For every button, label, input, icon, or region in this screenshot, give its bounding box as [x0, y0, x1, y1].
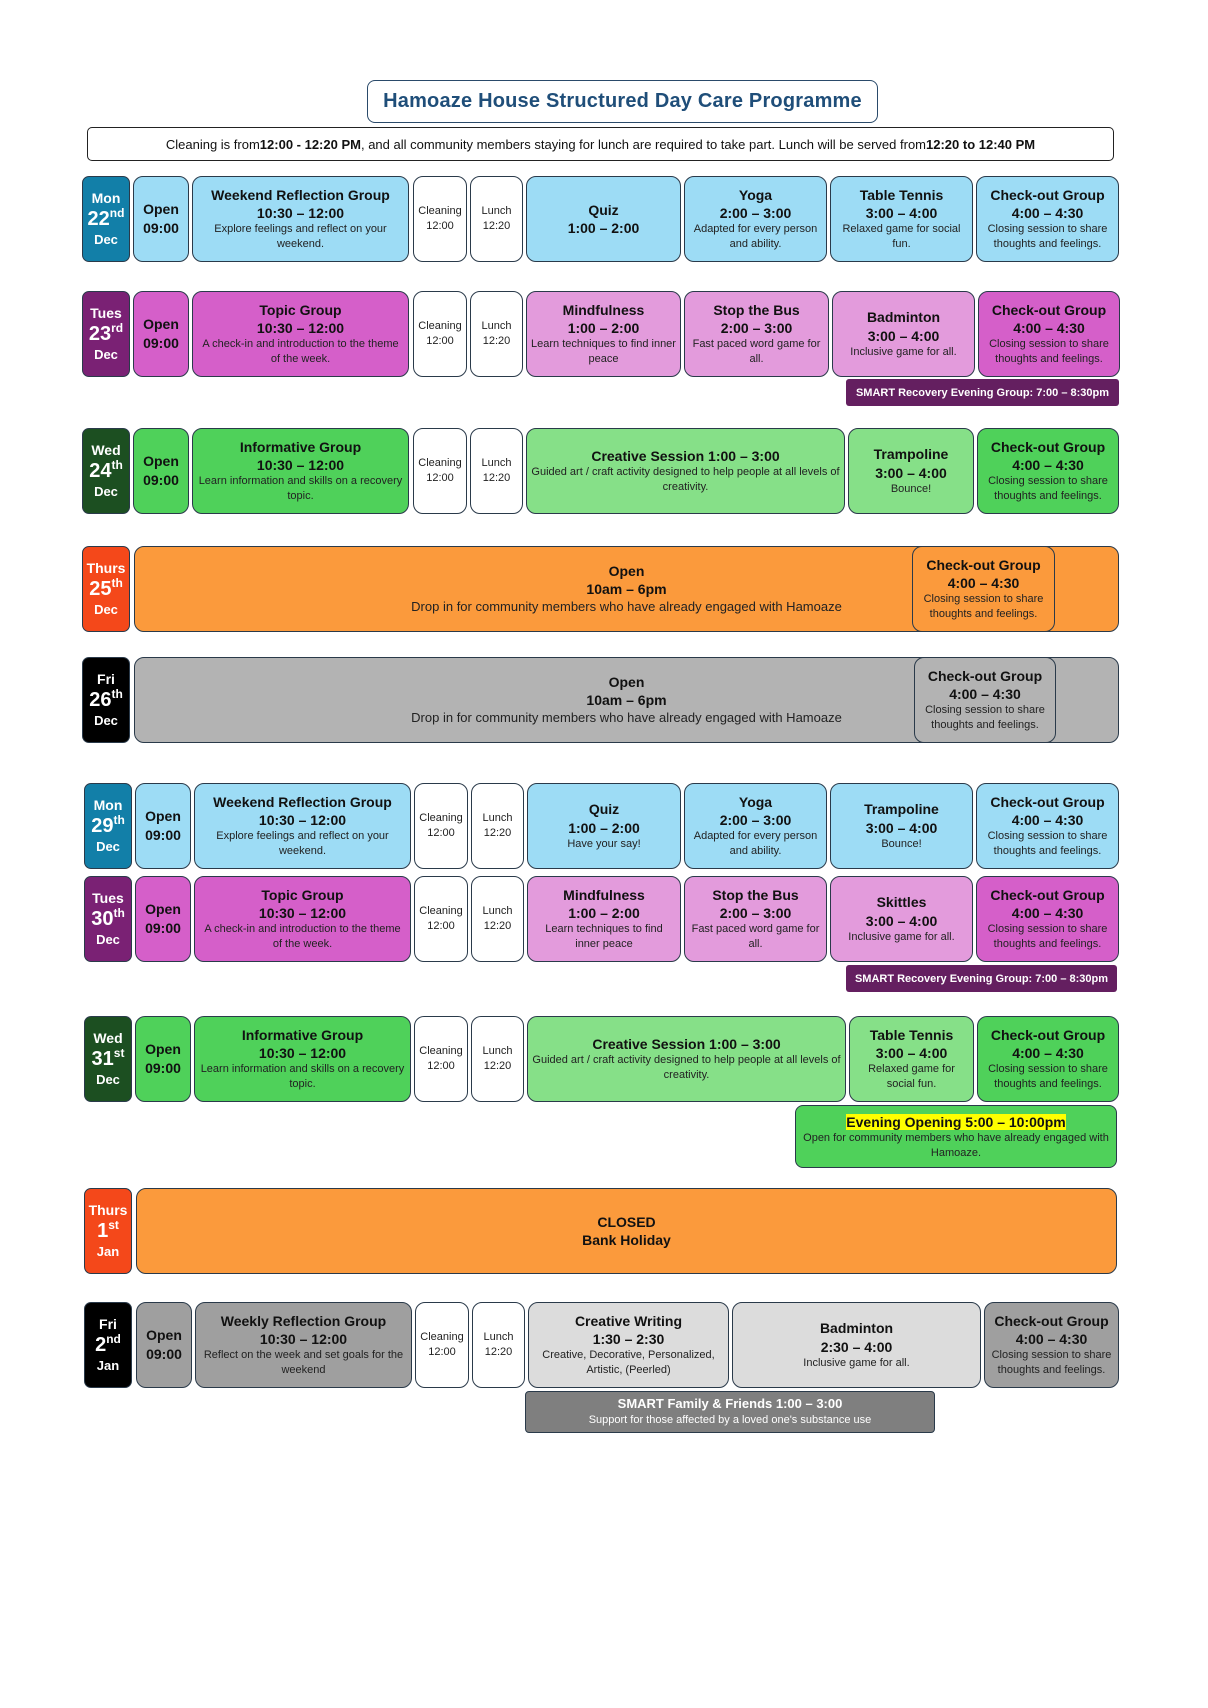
day-num: 1	[97, 1220, 109, 1243]
day-name: Tues	[92, 889, 124, 906]
session-title: Trampoline	[864, 801, 939, 818]
session-title: Weekend Reflection Group	[213, 793, 392, 810]
session-desc: Guided art / craft activity designed to help people at all levels of creativity.	[532, 1054, 841, 1082]
session-time: 3:00 – 4:00	[865, 205, 938, 222]
session-desc: Guided art / craft activity designed to help people at all levels of creativity.	[531, 466, 840, 494]
cleaning-time: 12:00	[427, 920, 455, 932]
open-cell	[135, 1016, 191, 1102]
lunch-cell	[470, 176, 523, 262]
session-quiz	[526, 176, 681, 262]
session-title: Stop the Bus	[712, 886, 799, 903]
notice-cleaning-time: 12:00 - 12:20 PM	[259, 136, 361, 152]
session-time: 10am – 6pm	[586, 692, 667, 709]
lunch-label: Lunch	[481, 457, 512, 470]
open-cell	[133, 291, 189, 377]
session-topic-group	[192, 291, 409, 377]
session-badminton	[732, 1302, 981, 1388]
day-num: 26	[89, 689, 112, 712]
day-month: Dec	[94, 713, 118, 729]
lunch-label: Lunch	[481, 205, 512, 218]
lunch-time: 12:20	[483, 1060, 512, 1072]
day-suffix: th	[111, 687, 123, 702]
day-month: Dec	[96, 1072, 120, 1088]
day-suffix: nd	[106, 1332, 121, 1347]
day-number	[89, 322, 123, 347]
session-title: Check-out Group	[926, 556, 1041, 573]
cleaning-time: 12:00	[426, 220, 454, 232]
day-suffix: th	[113, 906, 125, 921]
cleaning-cell	[415, 1302, 469, 1388]
day-badge-wed-31	[84, 1016, 132, 1102]
cleaning-time: 12:00	[427, 1060, 455, 1072]
session-time: 10:30 – 12:00	[258, 812, 347, 829]
session-time: 10:30 – 12:00	[256, 320, 345, 337]
cleaning-cell	[413, 291, 467, 377]
day-num: 31	[91, 1048, 114, 1071]
session-yoga	[684, 176, 827, 262]
day-number	[89, 688, 123, 713]
session-time: 10:30 – 12:00	[258, 1045, 347, 1062]
session-time: 3:00 – 4:00	[875, 464, 947, 481]
session-title: Table Tennis	[869, 1026, 954, 1043]
session-mindfulness	[526, 291, 681, 377]
session-title: Topic Group	[259, 301, 342, 318]
session-title: Creative Writing	[574, 1312, 683, 1329]
session-time: 1:00 – 2:00	[568, 819, 640, 836]
session-badminton	[832, 291, 975, 377]
open-cell	[133, 176, 189, 262]
open-label: Open	[143, 453, 179, 470]
open-label: Open	[145, 1041, 181, 1058]
day-name: Mon	[91, 189, 121, 206]
day-suffix: st	[113, 1046, 125, 1061]
session-title: Topic Group	[261, 886, 344, 903]
lunch-cell	[471, 876, 524, 962]
session-trampoline	[848, 428, 974, 514]
day-month: Dec	[94, 232, 118, 248]
day-num: 2	[95, 1334, 107, 1357]
day-suffix: rd	[111, 321, 124, 336]
open-time: 09:00	[143, 472, 179, 488]
session-title: Creative Session 1:00 – 3:00	[592, 1036, 781, 1053]
session-checkout	[977, 1016, 1119, 1102]
session-title: Check-out Group	[994, 1312, 1109, 1329]
session-time: 1:00 – 2:00	[567, 220, 640, 236]
day-badge-fri-2	[84, 1302, 132, 1388]
open-label: Open	[143, 316, 179, 333]
open-time: 09:00	[145, 920, 181, 936]
session-informative-group	[192, 428, 409, 514]
day-num: 25	[89, 578, 112, 601]
session-desc: Support for those affected by a loved one's substance use	[588, 1414, 872, 1427]
session-desc: Bounce!	[881, 837, 922, 850]
day-number	[89, 459, 123, 484]
session-time: 2:00 – 3:00	[720, 320, 793, 337]
cleaning-label: Cleaning	[420, 1331, 464, 1344]
session-desc: Fast paced word game for all.	[691, 923, 820, 951]
day-name: Mon	[93, 796, 123, 813]
session-table-tennis	[849, 1016, 974, 1102]
open-time: 09:00	[146, 1346, 182, 1362]
lunch-label: Lunch	[482, 905, 513, 918]
lunch-label: Lunch	[483, 1331, 514, 1344]
day-badge-tue-23	[82, 291, 130, 377]
session-desc: Closing session to share thoughts and feelings.	[988, 1063, 1108, 1091]
session-desc: Closing session to share thoughts and feelings.	[987, 923, 1108, 951]
day-badge-tue-30	[84, 876, 132, 962]
session-title: Weekend Reflection Group	[211, 186, 390, 203]
day-suffix: th	[111, 458, 123, 473]
session-title: Check-out Group	[991, 301, 1107, 318]
session-time: 10am – 6pm	[586, 581, 667, 598]
open-time: 09:00	[143, 220, 179, 236]
session-skittles	[830, 876, 973, 962]
session-time: 3:00 – 4:00	[867, 327, 940, 344]
session-informative-group	[194, 1016, 411, 1102]
session-desc: A check-in and introduction to the theme of the week.	[204, 923, 401, 951]
lunch-time: 12:20	[483, 920, 512, 932]
session-desc: Fast paced word game for all.	[692, 338, 821, 366]
lunch-time: 12:20	[482, 472, 511, 484]
cleaning-time: 12:00	[427, 827, 455, 839]
session-title: Stop the Bus	[713, 301, 800, 318]
cleaning-label: Cleaning	[418, 205, 462, 218]
session-creative-writing	[528, 1302, 729, 1388]
open-time: 09:00	[145, 827, 181, 843]
day-suffix: th	[113, 813, 125, 828]
session-title: Mindfulness	[562, 301, 645, 318]
day-name: Tues	[90, 304, 122, 321]
lunch-label: Lunch	[482, 1045, 513, 1058]
session-weekend-reflection	[192, 176, 409, 262]
session-time: 2:30 – 4:00	[820, 1338, 893, 1355]
session-creative	[526, 428, 845, 514]
smart-recovery-band: SMART Recovery Evening Group: 7:00 – 8:30pm	[846, 379, 1119, 406]
day-num: 23	[88, 323, 112, 346]
session-desc: Reflect on the week and set goals for the weekend	[203, 1349, 404, 1377]
notice-text-1: Cleaning is from	[165, 136, 260, 152]
lunch-label: Lunch	[481, 320, 512, 333]
session-time: 4:00 – 4:30	[1015, 1331, 1088, 1348]
day-badge-mon-29	[84, 783, 132, 869]
day-num: 24	[89, 460, 112, 483]
day-number	[91, 814, 125, 839]
session-desc: Inclusive game for all.	[850, 345, 957, 358]
day-name: Wed	[91, 441, 121, 458]
day-badge-fri-26	[82, 657, 130, 743]
session-checkout	[977, 428, 1119, 514]
session-title: Informative Group	[241, 1026, 364, 1043]
session-time: 3:00 – 4:00	[865, 912, 938, 929]
lunch-label: Lunch	[482, 812, 513, 825]
session-time: 3:00 – 4:00	[865, 819, 938, 836]
session-table-tennis	[830, 176, 973, 262]
session-desc: Creative, Decorative, Personalized, Artistic, (Peerled)	[542, 1349, 715, 1377]
session-time: 4:00 – 4:30	[1011, 205, 1084, 222]
lunch-cell	[472, 1302, 525, 1388]
cleaning-lunch-notice	[87, 127, 1114, 161]
smart-family-band	[525, 1391, 935, 1433]
session-quiz	[527, 783, 681, 869]
session-checkout	[976, 176, 1119, 262]
session-time: 4:00 – 4:30	[1012, 1045, 1084, 1062]
session-title: Badminton	[819, 1320, 894, 1337]
session-title: Quiz	[588, 801, 620, 818]
day-number	[92, 1047, 125, 1072]
session-yoga	[684, 783, 827, 869]
session-time: 4:00 – 4:30	[1013, 320, 1085, 337]
open-label: Open	[143, 201, 179, 218]
day-number	[95, 1333, 121, 1358]
session-mindfulness	[527, 876, 681, 962]
session-desc: Have your say!	[567, 837, 641, 850]
lunch-time: 12:20	[484, 1346, 513, 1358]
session-title	[846, 1113, 1065, 1131]
session-title: Check-out Group	[927, 667, 1043, 684]
day-name: Fri	[99, 1315, 117, 1332]
session-checkout	[976, 783, 1119, 869]
session-desc: Explore feelings and reflect on your weekend.	[216, 830, 389, 858]
day-month: Dec	[94, 484, 118, 500]
cleaning-cell	[414, 876, 468, 962]
session-desc: Closing session to share thoughts and feelings.	[923, 593, 1044, 621]
lunch-time: 12:20	[483, 827, 512, 839]
day-month: Jan	[96, 1358, 120, 1374]
session-trampoline	[830, 783, 973, 869]
evening-opening-band	[795, 1105, 1117, 1168]
session-time: 1:00 – 2:00	[568, 905, 640, 922]
session-time: 2:00 – 3:00	[719, 905, 792, 922]
session-checkout	[914, 657, 1056, 743]
session-title: Check-out Group	[990, 1026, 1106, 1043]
lunch-cell	[470, 428, 523, 514]
session-desc: Bank Holiday	[582, 1232, 671, 1248]
day-number	[91, 907, 125, 932]
session-weekly-reflection	[195, 1302, 412, 1388]
day-suffix: st	[108, 1218, 119, 1233]
session-checkout	[978, 291, 1120, 377]
cleaning-cell	[414, 783, 468, 869]
open-label: Open	[146, 1327, 182, 1344]
session-title: Weekly Reflection Group	[220, 1312, 387, 1329]
session-title: Open	[608, 674, 645, 691]
session-title: Trampoline	[873, 446, 949, 463]
cleaning-time: 12:00	[428, 1346, 456, 1358]
day-number	[88, 207, 125, 232]
session-stop-the-bus	[684, 876, 827, 962]
session-desc: Explore feelings and reflect on your weekend.	[214, 223, 387, 251]
day-name: Wed	[93, 1029, 123, 1046]
notice-lunch-time: 12:20 to 12:40 PM	[926, 136, 1036, 152]
session-desc: Closing session to share thoughts and feelings.	[991, 1349, 1112, 1377]
cleaning-time: 12:00	[426, 335, 454, 347]
day-badge-mon-22	[82, 176, 130, 262]
open-cell	[133, 428, 189, 514]
session-title: Check-out Group	[990, 793, 1105, 810]
lunch-cell	[471, 783, 524, 869]
session-time: 10:30 – 12:00	[256, 457, 345, 474]
session-desc: Inclusive game for all.	[803, 1356, 910, 1369]
day-suffix: nd	[109, 206, 125, 221]
session-desc: Closing session to share thoughts and feelings.	[987, 223, 1108, 251]
session-desc: Learn information and skills on a recovery topic.	[198, 475, 403, 503]
cleaning-cell	[413, 176, 467, 262]
session-time: 4:00 – 4:30	[1011, 905, 1084, 922]
cleaning-label: Cleaning	[419, 1045, 463, 1058]
session-time: 10:30 – 12:00	[259, 1331, 348, 1348]
open-time: 09:00	[143, 335, 179, 351]
session-title: Open	[608, 563, 645, 580]
day-num: 29	[91, 815, 114, 838]
session-title: CLOSED	[597, 1213, 656, 1230]
open-cell	[136, 1302, 192, 1388]
session-title: Mindfulness	[563, 886, 645, 903]
day-month: Jan	[96, 1244, 120, 1260]
day-num: 30	[91, 908, 114, 931]
session-title: Yoga	[738, 186, 773, 203]
session-desc: Relaxed game for social fun.	[868, 1063, 955, 1091]
lunch-cell	[470, 291, 523, 377]
session-creative	[527, 1016, 846, 1102]
session-desc: Closing session to share thoughts and feelings.	[987, 830, 1108, 858]
session-time: 4:00 – 4:30	[1012, 457, 1084, 474]
session-time: 1:30 – 2:30	[592, 1331, 665, 1348]
session-desc: Adapted for every person and ability.	[693, 223, 818, 251]
day-number	[97, 1219, 119, 1244]
lunch-cell	[471, 1016, 524, 1102]
cleaning-time: 12:00	[426, 472, 454, 484]
session-title: Informative Group	[239, 438, 362, 455]
session-time: 10:30 – 12:00	[258, 905, 347, 922]
day-num: 22	[87, 208, 110, 231]
open-cell	[135, 783, 191, 869]
session-desc: Inclusive game for all.	[848, 930, 955, 943]
session-title: Creative Session 1:00 – 3:00	[591, 448, 780, 465]
session-weekend-reflection	[194, 783, 411, 869]
session-time: 1:00 – 2:00	[567, 320, 640, 337]
session-time: 4:00 – 4:30	[947, 575, 1020, 592]
cleaning-label: Cleaning	[418, 457, 462, 470]
session-time: 10:30 – 12:00	[256, 205, 345, 222]
session-desc: Relaxed game for social fun.	[842, 223, 961, 251]
day-suffix: th	[111, 576, 123, 591]
session-desc: Closing session to share thoughts and feelings.	[989, 338, 1109, 366]
session-desc: Open for community members who have already engaged with Hamoaze.	[803, 1131, 1109, 1159]
session-desc: Closing session to share thoughts and feelings.	[925, 704, 1045, 732]
day-badge-thu-25	[82, 546, 130, 632]
open-label: Open	[145, 901, 181, 918]
session-title: Quiz	[588, 201, 619, 218]
day-badge-thu-1	[84, 1188, 132, 1274]
evening-opening-title: Evening Opening 5:00 – 10:00pm	[846, 1113, 1066, 1130]
open-label: Open	[145, 808, 181, 825]
day-name: Thurs	[86, 559, 126, 576]
session-stop-the-bus	[684, 291, 829, 377]
lunch-time: 12:20	[482, 335, 511, 347]
cleaning-cell	[413, 428, 467, 514]
session-desc: Drop in for community members who have already engaged with Hamoaze	[411, 599, 842, 615]
session-title: Skittles	[876, 894, 927, 911]
session-title: Yoga	[738, 793, 773, 810]
session-desc: Learn information and skills on a recovery topic.	[200, 1063, 405, 1091]
session-title: Badminton	[866, 309, 941, 326]
session-title: Check-out Group	[990, 886, 1105, 903]
session-desc: Learn techniques to find inner peace	[545, 923, 663, 951]
day-number	[89, 577, 123, 602]
day-name: Thurs	[88, 1201, 128, 1218]
smart-recovery-band: SMART Recovery Evening Group: 7:00 – 8:30pm	[846, 965, 1117, 992]
notice-text-2: , and all community members staying for lunch are required to take part. Lunch will be served from	[360, 136, 927, 152]
session-checkout	[984, 1302, 1119, 1388]
cleaning-label: Cleaning	[419, 905, 463, 918]
open-cell	[135, 876, 191, 962]
cleaning-label: Cleaning	[419, 812, 463, 825]
day-month: Dec	[96, 932, 120, 948]
day-month: Dec	[94, 602, 118, 618]
page-title: Hamoaze House Structured Day Care Programme	[367, 80, 878, 123]
session-time: 3:00 – 4:00	[875, 1045, 948, 1062]
session-title: SMART Family & Friends 1:00 – 3:00	[617, 1396, 843, 1412]
session-checkout	[976, 876, 1119, 962]
open-time: 09:00	[145, 1060, 181, 1076]
session-title: Check-out Group	[990, 438, 1106, 455]
session-topic-group	[194, 876, 411, 962]
session-time: 4:00 – 4:30	[949, 686, 1021, 703]
session-time: 2:00 – 3:00	[719, 812, 792, 829]
session-desc: Drop in for community members who have already engaged with Hamoaze	[411, 710, 842, 726]
session-desc: Learn techniques to find inner peace	[531, 338, 676, 366]
session-desc: Adapted for every person and ability.	[693, 830, 818, 858]
session-desc: Closing session to share thoughts and feelings.	[988, 475, 1108, 503]
cleaning-label: Cleaning	[418, 320, 462, 333]
cleaning-cell	[414, 1016, 468, 1102]
session-title: Check-out Group	[990, 186, 1105, 203]
session-desc: Bounce!	[890, 482, 932, 495]
day-badge-wed-24	[82, 428, 130, 514]
session-checkout	[912, 546, 1055, 632]
session-time: 4:00 – 4:30	[1011, 812, 1084, 829]
day-name: Fri	[97, 670, 115, 687]
day-month: Dec	[96, 839, 120, 855]
lunch-time: 12:20	[482, 220, 511, 232]
session-desc: A check-in and introduction to the theme of the week.	[202, 338, 399, 366]
session-title: Table Tennis	[859, 186, 944, 203]
session-closed	[136, 1188, 1117, 1274]
session-time: 2:00 – 3:00	[719, 205, 792, 222]
day-month: Dec	[94, 347, 118, 363]
